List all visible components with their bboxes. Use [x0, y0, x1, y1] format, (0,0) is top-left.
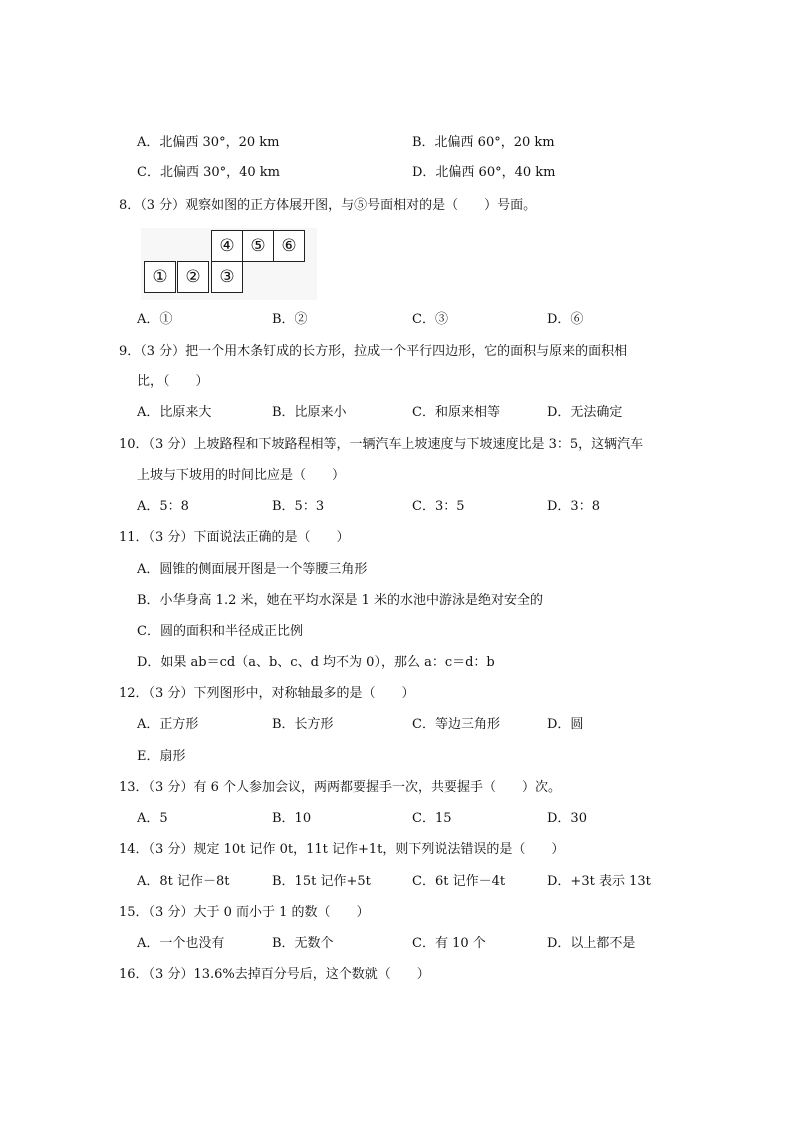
q10-option-d: D．3：8 [547, 499, 600, 514]
cube-face-1: ① [144, 261, 176, 293]
q11-option-b: B．小华身高 1.2 米，她在平均水深是 1 米的水池中游泳是绝对安全的 [137, 593, 544, 608]
q11-stem: 11．（3 分）下面说法正确的是（ ） [119, 530, 350, 545]
q7-option-b: B．北偏西 60°，20 km [412, 135, 555, 150]
q9-option-b: B．比原来小 [272, 405, 347, 420]
q9-option-c: C．和原来相等 [412, 405, 500, 420]
cube-face-2: ② [177, 261, 209, 293]
q15-option-a: A．一个也没有 [137, 936, 225, 951]
q9-stem-line1: 9．（3 分）把一个用木条钉成的长方形，拉成一个平行四边形，它的面积与原来的面积相 [119, 344, 628, 359]
q10-option-b: B．5：3 [272, 499, 325, 514]
q11-option-c: C．圆的面积和半径成正比例 [137, 624, 303, 639]
q11-option-d: D．如果 ab＝cd（a、b、c、d 均不为 0），那么 a：c＝d：b [137, 655, 495, 670]
q8-option-d: D．⑥ [547, 312, 584, 327]
q12-option-e: E．扇形 [137, 749, 186, 764]
q14-option-c: C．6t 记作－4t [412, 874, 506, 889]
q13-option-c: C．15 [412, 811, 452, 826]
q7-option-d: D．北偏西 60°，40 km [412, 165, 556, 180]
q12-stem: 12．（3 分）下列图形中，对称轴最多的是（ ） [119, 686, 415, 701]
cube-face-5: ⑤ [242, 230, 274, 262]
q10-option-c: C．3：5 [412, 499, 465, 514]
cube-net-figure [141, 228, 317, 300]
q12-option-b: B．长方形 [272, 717, 334, 732]
q16-stem: 16．（3 分）13.6%去掉百分号后，这个数就（ ） [119, 967, 430, 982]
q8-option-c: C．③ [412, 312, 448, 327]
q13-option-b: B．10 [272, 811, 312, 826]
q10-option-a: A．5：8 [137, 499, 189, 514]
cube-face-3: ③ [211, 261, 243, 293]
q10-stem-line1: 10．（3 分）上坡路程和下坡路程相等，一辆汽车上坡速度与下坡速度比是 3：5，这辆汽车 [119, 437, 644, 452]
q15-option-c: C．有 10 个 [412, 936, 486, 951]
q7-option-c: C．北偏西 30°，40 km [137, 165, 281, 180]
q9-stem-line2: 比，（ ） [137, 374, 209, 389]
q13-stem: 13．（3 分）有 6 个人参加会议，两两都要握手一次，共要握手（ ）次。 [119, 780, 561, 795]
cube-face-4: ④ [211, 230, 243, 262]
q10-stem-line2: 上坡与下坡用的时间比应是（ ） [137, 468, 346, 483]
q13-option-a: A．5 [137, 811, 168, 826]
q12-option-a: A．正方形 [137, 717, 199, 732]
q15-stem: 15．（3 分）大于 0 而小于 1 的数（ ） [119, 905, 370, 920]
q8-option-a: A．① [137, 312, 173, 327]
q14-option-b: B．15t 记作+5t [272, 874, 371, 889]
q11-option-a: A．圆锥的侧面展开图是一个等腰三角形 [137, 562, 368, 577]
q15-option-d: D．以上都不是 [547, 936, 636, 951]
q9-option-a: A．比原来大 [137, 405, 212, 420]
q14-option-d: D．+3t 表示 13t [547, 874, 651, 889]
q13-option-d: D．30 [547, 811, 587, 826]
q12-option-c: C．等边三角形 [412, 717, 500, 732]
q9-option-d: D．无法确定 [547, 405, 623, 420]
q8-stem: 8．（3 分）观察如图的正方体展开图，与⑤号面相对的是（ ）号面。 [119, 198, 537, 213]
q14-stem: 14．（3 分）规定 10t 记作 0t，11t 记作+1t，则下列说法错误的是（ ） [119, 842, 565, 857]
q14-option-a: A．8t 记作－8t [137, 874, 230, 889]
q15-option-b: B．无数个 [272, 936, 334, 951]
cube-face-6: ⑥ [273, 230, 305, 262]
q7-option-a: A．北偏西 30°，20 km [137, 135, 280, 150]
q8-option-b: B．② [272, 312, 308, 327]
q12-option-d: D．圆 [547, 717, 584, 732]
